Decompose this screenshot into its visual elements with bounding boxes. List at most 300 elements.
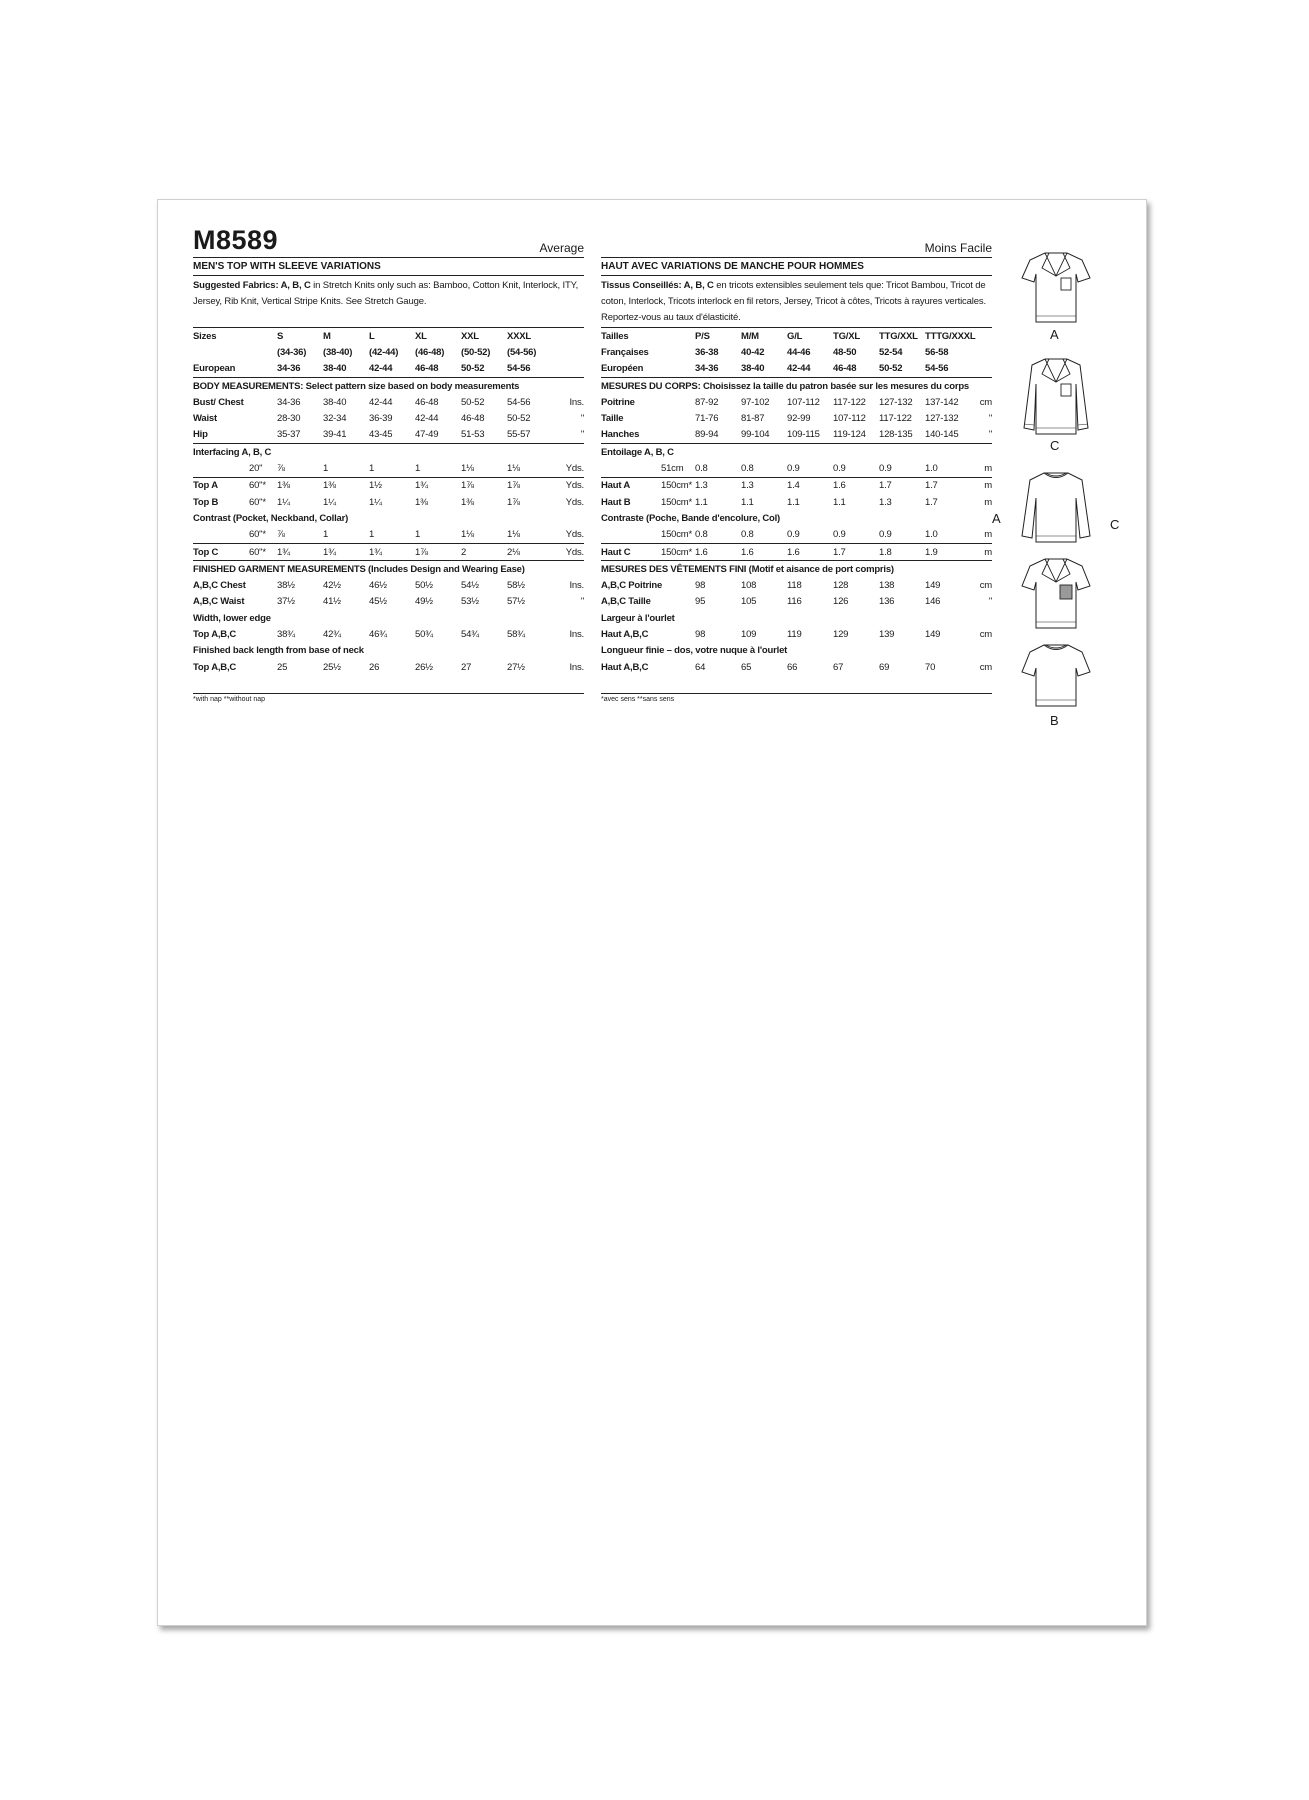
section-heading: BODY MEASUREMENTS: Select pattern size based on body measurements [193, 380, 520, 392]
table-cell: 0.9 [879, 529, 892, 541]
table-cell: 54-56 [925, 361, 973, 378]
pattern-title: HAUT AVEC VARIATIONS DE MANCHE POUR HOMMES [601, 258, 992, 276]
table-cell: 1 [323, 529, 329, 541]
row-label: A,B,C Waist [193, 596, 245, 608]
section-heading: Contraste (Poche, Bande d'encolure, Col) [601, 512, 781, 524]
unit-cell: m [984, 496, 992, 508]
unit-cell: Ins. [569, 628, 584, 640]
table-cell: 42-44 [415, 413, 439, 425]
table-cell: 71-76 [695, 413, 719, 425]
table-cell [661, 344, 695, 360]
table-cell: 1.1 [695, 496, 708, 508]
table-row [601, 394, 992, 410]
table-cell: 20" [249, 463, 263, 475]
table-cell: 1¼ [369, 496, 382, 508]
pattern-code: M8589 [193, 225, 279, 255]
table-cell: 1.6 [741, 543, 787, 560]
section-heading-row [601, 610, 992, 626]
table-cell [661, 659, 695, 675]
unit-cell [553, 328, 584, 344]
table-cell: 39-41 [323, 429, 347, 441]
table-cell [249, 594, 277, 610]
table-cell: 1.6 [695, 543, 741, 560]
row-label: Haut A [601, 477, 661, 494]
table-row [601, 577, 992, 593]
unit-cell [973, 344, 992, 360]
table-cell: 50-52 [461, 361, 507, 378]
table-row [601, 410, 992, 426]
table-cell: 1¼ [323, 496, 336, 508]
table-cell: 1 [415, 529, 421, 541]
table-cell: 0.9 [879, 463, 892, 475]
table-cell: 50½ [415, 580, 433, 592]
table-cell: 81-87 [741, 413, 765, 425]
table-cell: 26 [369, 661, 380, 673]
section-heading: Longueur finie – dos, votre nuque à l'ourlet [601, 645, 788, 657]
difficulty-level: Average [539, 241, 584, 255]
table-cell: 28-30 [277, 413, 301, 425]
unit-cell: Ins. [569, 396, 584, 408]
table-cell: 1¾ [323, 543, 369, 560]
section-heading-row [601, 510, 992, 526]
table-cell: G/L [787, 330, 803, 342]
table-cell [249, 626, 277, 642]
table-cell: 119 [787, 628, 802, 640]
table-cell [661, 328, 695, 344]
table-cell: 25 [277, 661, 288, 673]
table-cell: 1.7 [833, 543, 879, 560]
table-cell: 127-132 [925, 413, 959, 425]
unit-cell: m [984, 463, 992, 475]
table-cell: 118 [787, 580, 802, 592]
table-cell: (34-36) [277, 346, 307, 358]
row-label [193, 527, 249, 544]
table-row [193, 577, 584, 593]
french-column [601, 228, 992, 703]
table-row [601, 626, 992, 642]
table-cell: M [323, 330, 331, 342]
table-cell: ⅞ [277, 529, 285, 541]
table-cell [249, 577, 277, 593]
unit-cell: m [973, 543, 992, 560]
suggested-fabrics [601, 276, 992, 328]
table-cell: 139 [879, 628, 895, 640]
table-cell: 38-40 [323, 361, 369, 378]
table-cell: 46-48 [415, 396, 439, 408]
table-cell: 46-48 [415, 361, 461, 378]
table-cell: ⅞ [277, 463, 285, 475]
table-row [193, 460, 584, 477]
table-cell: 1½ [369, 477, 415, 494]
section-heading: Entoilage A, B, C [601, 444, 992, 461]
row-label: Haut C [601, 543, 661, 560]
unit-cell: Yds. [553, 543, 584, 560]
table-cell [661, 594, 695, 610]
row-label: Haut A,B,C [601, 661, 649, 673]
table-cell: M/M [741, 330, 759, 342]
table-cell: 64 [695, 661, 706, 673]
table-row [193, 427, 584, 444]
table-cell: 1⅞ [507, 496, 520, 508]
table-cell: 60"* [249, 529, 266, 541]
table-cell: 99-104 [741, 429, 770, 441]
unit-cell: m [973, 477, 992, 494]
table-cell: 92-99 [787, 413, 811, 425]
table-cell: 49½ [415, 596, 433, 608]
header [193, 225, 584, 258]
table-cell: 2 [461, 543, 507, 560]
section-heading-row [193, 510, 584, 526]
table-cell: 34-36 [277, 396, 301, 408]
unit-cell: Ins. [569, 661, 584, 673]
table-cell: 1.7 [879, 477, 925, 494]
table-cell: 50-52 [507, 413, 531, 425]
table-cell: 41½ [323, 596, 341, 608]
row-label: Européen [601, 361, 661, 378]
unit-cell: cm [979, 661, 992, 673]
table-cell: 50-52 [461, 396, 485, 408]
table-cell [661, 394, 695, 410]
table-cell: 1⅞ [461, 477, 507, 494]
table-cell: 149 [925, 580, 941, 592]
table-cell: 149 [925, 628, 941, 640]
table-cell [661, 577, 695, 593]
table-cell [249, 361, 277, 378]
row-label: A,B,C Poitrine [601, 580, 663, 592]
table-cell: 65 [741, 661, 752, 673]
table-cell: 87-92 [695, 396, 719, 408]
table-cell: 1.9 [925, 543, 973, 560]
table-cell: 70 [925, 661, 936, 673]
table-cell: 50¾ [415, 628, 433, 640]
table-cell: 58¾ [507, 628, 525, 640]
table-cell: (54-56) [507, 346, 537, 358]
sketch-label-c-back: C [1110, 517, 1120, 532]
table-cell: 35-37 [277, 429, 301, 441]
unit-cell: " [988, 429, 992, 441]
table-row [193, 328, 584, 344]
table-cell: 1.7 [925, 496, 938, 508]
table-cell: 44-46 [787, 346, 811, 358]
table-cell: 54-56 [507, 396, 531, 408]
suggested-fabrics [193, 276, 584, 328]
table-cell: 1.6 [787, 543, 833, 560]
footnotes: *with nap **without nap [193, 693, 584, 703]
unit-cell: cm [979, 580, 992, 592]
unit-cell: Yds. [553, 477, 584, 494]
section-heading-row [601, 444, 992, 461]
table-cell: 50-52 [879, 361, 925, 378]
table-cell: 27 [461, 661, 472, 673]
view-c-front-sketch [1020, 354, 1092, 440]
table-cell: 1 [369, 529, 375, 541]
table-row [193, 477, 584, 494]
table-cell: TTG/XXL [879, 330, 918, 342]
table-row [193, 594, 584, 610]
row-label: Top A,B,C [193, 661, 237, 673]
unit-cell: " [988, 413, 992, 425]
table-row [601, 427, 992, 444]
fabrics-text: in Stretch Knits only such as: Bamboo, Cotton Knit, Interlock, ITY, Jersey, Rib Knit, Vertical Stripe Knits. See Stretch Gauge. [193, 280, 579, 307]
table-cell [249, 427, 277, 444]
table-cell: 27½ [507, 661, 525, 673]
table-cell: 109 [741, 628, 757, 640]
unit-cell: m [984, 529, 992, 541]
table-cell: 36-39 [369, 413, 393, 425]
unit-cell: Yds. [565, 496, 584, 508]
table-cell: 38½ [277, 580, 295, 592]
fabrics-text: en tricots extensibles seulement tels que: Tricot Bambou, Tricot de coton, Interlock, Tricots interlock en fil retors, Jersey, Tricot à côtes, Tricots à rayures verticales. Reportez-vous au taux d'élasticité. [601, 280, 986, 323]
table-cell: 116 [787, 596, 802, 608]
unit-cell: " [988, 596, 992, 608]
table-cell: TTTG/XXXL [925, 330, 976, 342]
footnotes: *avec sens **sans sens [601, 693, 992, 703]
table-cell: 1.3 [741, 477, 787, 494]
unit-cell: " [580, 596, 584, 608]
table-cell: 1 [369, 463, 375, 475]
view-b-back-sketch [1020, 640, 1092, 712]
table-cell: 34-36 [277, 361, 323, 378]
section-heading: Largeur à l'ourlet [601, 612, 675, 624]
section-heading: Contrast (Pocket, Neckband, Collar) [193, 512, 349, 524]
table-cell: TG/XL [833, 330, 860, 342]
unit-cell: cm [979, 396, 992, 408]
row-label: Bust/ Chest [193, 396, 244, 408]
table-cell: 127-132 [879, 396, 913, 408]
section-heading-row [601, 643, 992, 659]
section-heading-row [601, 561, 992, 578]
pattern-title: MEN'S TOP WITH SLEEVE VARIATIONS [193, 258, 584, 276]
table-cell: (46-48) [415, 346, 445, 358]
table-cell: 126 [833, 596, 849, 608]
table-row [193, 494, 584, 510]
table-cell: 89-94 [695, 429, 719, 441]
table-cell: 54-56 [507, 361, 553, 378]
table-cell: 109-115 [787, 429, 820, 441]
table-cell [661, 427, 695, 444]
table-cell: 0.9 [787, 463, 800, 475]
table-cell: 0.8 [695, 529, 708, 541]
unit-cell: " [580, 413, 584, 425]
table-cell: 107-112 [787, 396, 820, 408]
fabrics-label: Suggested Fabrics: A, B, C [193, 280, 311, 291]
table-cell: 1⅞ [507, 477, 553, 494]
table-cell: 47-49 [415, 429, 439, 441]
table-cell [249, 410, 277, 426]
shirt-back-icon [1020, 640, 1092, 712]
table-cell: 150cm* [661, 543, 695, 560]
unit-cell: " [580, 429, 584, 441]
row-label: European [193, 361, 249, 378]
long-sleeve-shirt-icon [1020, 354, 1092, 440]
table-cell: 1⅛ [507, 463, 520, 475]
table-cell: 45½ [369, 596, 387, 608]
table-cell: 129 [833, 628, 849, 640]
table-cell: 107-112 [833, 413, 866, 425]
table-row [193, 394, 584, 410]
row-label: Top A [193, 477, 249, 494]
table-cell: 1⅜ [415, 496, 428, 508]
table-cell: 1.7 [925, 477, 973, 494]
table-cell: 150cm* [661, 477, 695, 494]
row-label: Top C [193, 543, 249, 560]
table-cell [249, 394, 277, 410]
shirt-icon [1020, 554, 1092, 634]
table-cell: 54¾ [461, 628, 479, 640]
table-cell: 1 [415, 463, 421, 475]
sketch-label-a: A [1050, 327, 1059, 342]
row-label: Françaises [601, 346, 649, 358]
section-heading: MESURES DU CORPS: Choisissez la taille du patron basée sur les mesures du corps [601, 380, 970, 392]
table-cell: 40-42 [741, 346, 765, 358]
table-cell: 46¾ [369, 628, 387, 640]
table-cell: 2⅛ [507, 543, 553, 560]
table-cell: 1⅛ [461, 529, 474, 541]
table-row [601, 344, 992, 360]
table-cell: 55-57 [507, 429, 531, 441]
table-cell: 1.3 [695, 477, 741, 494]
table-cell: 95 [695, 596, 706, 608]
table-row [601, 460, 992, 477]
table-cell: 0.9 [833, 529, 846, 541]
unit-cell: Yds. [565, 463, 584, 475]
table-row [193, 543, 584, 560]
table-cell: 38-40 [323, 396, 347, 408]
section-heading-row [601, 377, 992, 394]
table-cell: 1⅜ [461, 496, 474, 508]
row-label: Hip [193, 429, 208, 441]
table-cell: 1 [323, 463, 329, 475]
header [601, 228, 992, 258]
table-cell: 1.4 [787, 477, 833, 494]
table-row [601, 527, 992, 544]
unit-cell [553, 344, 584, 360]
row-label: Sizes [193, 330, 217, 342]
table-cell [249, 328, 277, 344]
table-cell: 98 [695, 580, 706, 592]
table-cell: 46-48 [461, 413, 485, 425]
table-cell: 1¼ [277, 496, 290, 508]
table-cell: 1⅜ [323, 477, 369, 494]
table-row [601, 361, 992, 378]
table-cell: 46½ [369, 580, 387, 592]
table-cell: 53½ [461, 596, 479, 608]
table-cell: 136 [879, 596, 895, 608]
table-cell: 1⅞ [415, 543, 461, 560]
table-cell: (50-52) [461, 346, 491, 358]
table-cell: 1¾ [277, 543, 323, 560]
difficulty-level: Moins Facile [924, 241, 992, 255]
yardage-table [601, 328, 992, 675]
table-cell: 66 [787, 661, 798, 673]
table-cell: 0.8 [695, 463, 708, 475]
table-cell: 0.8 [741, 463, 754, 475]
table-cell: 51cm [661, 463, 684, 475]
table-cell: 138 [879, 580, 895, 592]
unit-cell: cm [979, 628, 992, 640]
view-ac-back-sketch [1020, 468, 1092, 548]
table-row [193, 410, 584, 426]
table-cell: 146 [925, 596, 941, 608]
section-heading-row [193, 643, 584, 659]
table-cell: (38-40) [323, 346, 353, 358]
table-cell: 42½ [323, 580, 341, 592]
table-cell: 57½ [507, 596, 525, 608]
table-cell [661, 361, 695, 378]
table-cell: 42-44 [369, 396, 393, 408]
table-cell: 117-122 [879, 413, 912, 425]
sketch-label-a-back: A [992, 511, 1001, 526]
pattern-envelope-back [157, 199, 1147, 1626]
table-cell: 37½ [277, 596, 295, 608]
table-cell: 1.3 [879, 496, 892, 508]
table-cell: 1¾ [415, 477, 461, 494]
table-row [601, 659, 992, 675]
table-cell: 1⅛ [507, 529, 520, 541]
section-heading-row [193, 561, 584, 578]
table-cell: 52-54 [879, 346, 903, 358]
table-cell: 1.1 [741, 496, 754, 508]
table-cell: 46-48 [833, 361, 879, 378]
section-heading: MESURES DES VÊTEMENTS FINI (Motif et aisance de port compris) [601, 563, 894, 575]
table-cell [249, 344, 277, 360]
table-cell: 1.1 [833, 496, 846, 508]
table-cell: 43-45 [369, 429, 393, 441]
table-row [601, 328, 992, 344]
table-cell: 51-53 [461, 429, 485, 441]
unit-cell [973, 328, 992, 344]
unit-cell: Ins. [569, 580, 584, 592]
table-cell [661, 626, 695, 642]
table-cell: 26½ [415, 661, 433, 673]
row-label [601, 527, 661, 544]
table-cell: 54½ [461, 580, 479, 592]
fabrics-label: Tissus Conseillés: A, B, C [601, 280, 714, 291]
sketch-label-b: B [1050, 713, 1059, 728]
table-cell: 58½ [507, 580, 525, 592]
table-cell: 108 [741, 580, 757, 592]
unit-cell: Yds. [565, 529, 584, 541]
shirt-back-icon [1020, 468, 1092, 548]
table-cell: 1¾ [369, 543, 415, 560]
table-cell: 32-34 [323, 413, 347, 425]
table-cell: 60"* [249, 477, 277, 494]
table-cell: 0.9 [833, 463, 846, 475]
table-cell: 150cm* [661, 529, 693, 541]
table-cell: 36-38 [695, 346, 719, 358]
table-cell: 34-36 [695, 361, 741, 378]
table-cell: 38-40 [741, 361, 787, 378]
table-cell [249, 659, 277, 675]
table-row [601, 594, 992, 610]
shirt-icon [1020, 248, 1092, 326]
table-row [193, 659, 584, 675]
table-cell: 25½ [323, 661, 341, 673]
table-cell: 150cm* [661, 496, 693, 508]
section-heading: Width, lower edge [193, 612, 271, 624]
row-label [601, 460, 661, 477]
table-cell: 1.8 [879, 543, 925, 560]
english-column [193, 225, 584, 704]
section-heading-row [193, 377, 584, 394]
table-cell: 128 [833, 580, 849, 592]
table-cell: P/S [695, 330, 710, 342]
row-label [193, 460, 249, 477]
table-cell: XXXL [507, 330, 532, 342]
row-label: Hanches [601, 429, 640, 441]
table-row [601, 543, 992, 560]
table-cell: 42-44 [787, 361, 833, 378]
